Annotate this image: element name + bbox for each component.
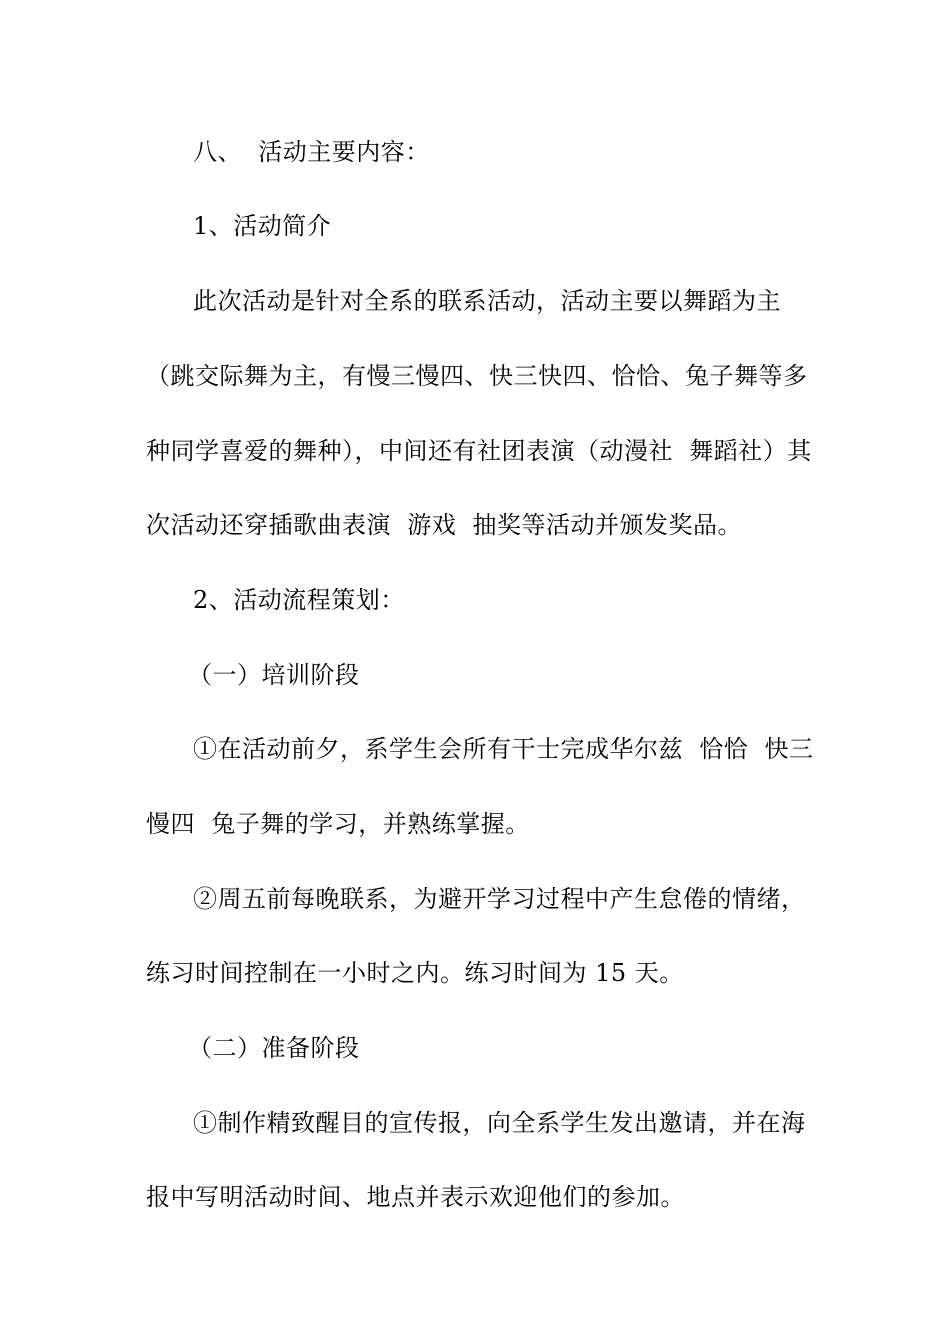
- stage-heading-preparation: （二）准备阶段: [188, 1034, 360, 1062]
- paragraph-line: （跳交际舞为主，有慢三慢四、快三快四、恰恰、兔子舞等多: [146, 362, 808, 390]
- paragraph-line: 练习时间控制在一小时之内。练习时间为 15 天。: [146, 959, 684, 987]
- paragraph-line: ①在活动前夕，系学生会所有干士完成华尔兹 恰恰 快三: [193, 735, 814, 763]
- paragraph-line: 次活动还穿插歌曲表演 游戏 抽奖等活动并颁发奖品。: [146, 511, 743, 539]
- paragraph-line: 此次活动是针对全系的联系活动，活动主要以舞蹈为主: [193, 287, 781, 315]
- subsection-heading-intro: 1、活动简介: [193, 212, 332, 240]
- paragraph-line: 种同学喜爱的舞种），中间还有社团表演（动漫社 舞蹈社）其: [146, 437, 812, 465]
- paragraph-line: 慢四 兔子舞的学习，并熟练掌握。: [146, 810, 530, 838]
- paragraph-line: 报中写明活动时间、地点并表示欢迎他们的参加。: [146, 1183, 685, 1211]
- stage-heading-training: （一）培训阶段: [188, 661, 360, 689]
- paragraph-line: ①制作精致醒目的宣传报，向全系学生发出邀请，并在海: [193, 1109, 806, 1137]
- paragraph-line: ②周五前每晚联系，为避开学习过程中产生怠倦的情绪，: [193, 885, 806, 913]
- subsection-heading-process: 2、活动流程策划：: [193, 586, 405, 614]
- section-heading: 八、 活动主要内容：: [193, 138, 430, 166]
